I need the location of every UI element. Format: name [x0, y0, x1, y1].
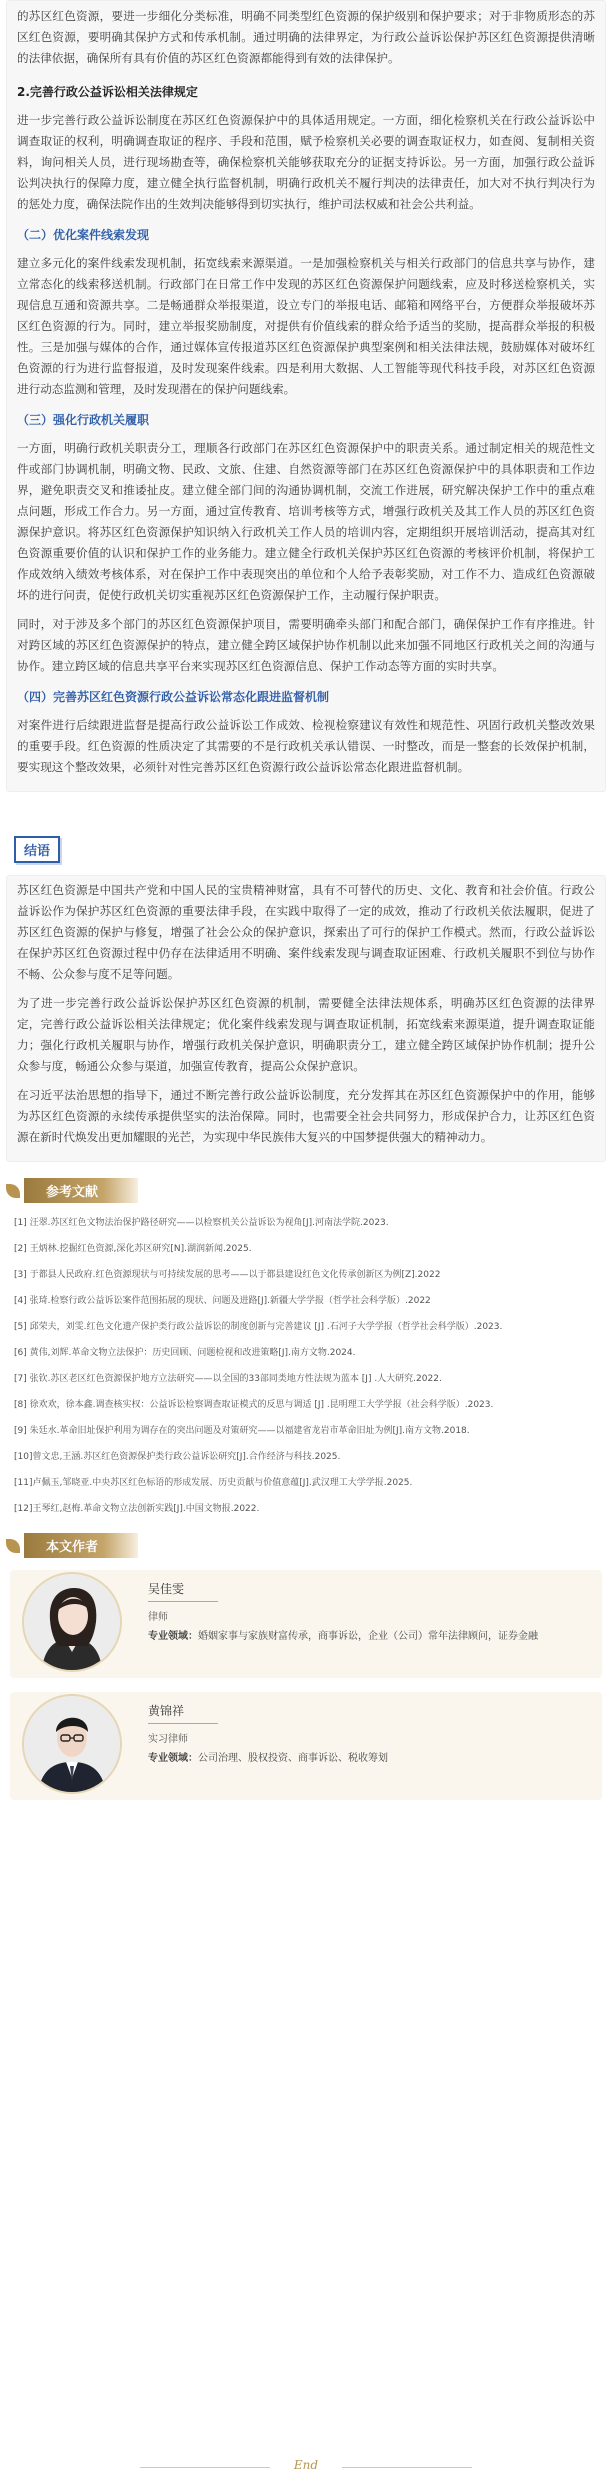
conclusion-section [0, 836, 612, 1162]
male-portrait-icon [24, 1696, 120, 1792]
authors-header [0, 1533, 612, 1558]
author-field-label: 专业领域： [148, 1753, 198, 1764]
end-mark: End [293, 2458, 319, 2472]
avatar [22, 1572, 122, 1672]
section-b-paragraph: 建立多元化的案件线索发现机制，拓宽线索来源渠道。一是加强检察机关与相关行政部门的信息共享与协作，建立常态化的线索移送机制。行政部门在日常工作中发现的苏区红色资源保护问题线索，应及时移送检察机关，实现信息互通和资源共享。二是畅通群众举报渠道，设立专门的举报电话、邮箱和网络平台，方便群众举报破坏苏区红色资源的行为。同时，建立举报奖励制度，对提供有价值线索的群众给予适当的奖励，提高群众举报的积极性。三是加强与媒体的合作，通过媒体宣传报道苏区红色资源保护典型案例和相关法律法规，鼓励媒体对破坏红色资源的行为进行监督报道，及时发现案件线索。四是利用大数据、人工智能等现代科技手段，对苏区红色资源进行动态监测和管理，及时发现潜在的保护问题线索。 [17, 256, 595, 396]
author-card [10, 1570, 602, 1678]
section-c-paragraph-1: 一方面，明确行政机关职责分工，理顺各行政部门在苏区红色资源保护中的职责关系。通过制定相关的规范性文件或部门协调机制，明确文物、民政、文旅、住建、自然资源等部门在苏区红色资源保护中的具体职责和工作边界，避免职责交叉和推诿扯皮。建立健全部门间的沟通协调机制，交流工作进展，研究解决保护工作中的重点难点问题，形成工作合力。另一方面，通过宣传教育、培训考核等方式，增强行政机关及其工作人员的苏区红色资源保护意识。将苏区红色资源保护知识纳入行政机关工作人员的培训内容，定期组织开展培训活动，提高其对红色资源重要价值的认识和保护工作的业务能力。建立健全行政机关保护苏区红色资源的考核评价机制，将保护工作成效纳入绩效考核体系，对在保护工作中表现突出的单位和个人给予表彰奖励，对工作不力、造成红色资源破坏的进行问责，促使行政机关切实重视苏区红色资源保护工作，主动履行保护职责。 [17, 441, 595, 602]
author-field-label: 专业领域： [148, 1631, 198, 1642]
conclusion-tag: 结语 [14, 836, 60, 863]
footer [0, 2458, 612, 2478]
author-field-value: 公司治理、股权投资、商事诉讼、税收筹划 [198, 1753, 388, 1764]
reference-item: [3] 于都县人民政府.红色资源现状与可持续发展的思考——以于都县建设红色文化传承创新区为例[Z].2022 [14, 1270, 441, 1280]
conclusion-paragraph-1: 苏区红色资源是中国共产党和中国人民的宝贵精神财富，具有不可替代的历史、文化、教育和社会价值。行政公益诉讼作为保护苏区红色资源的重要法律手段，在实践中取得了一定的成效，推动了行政机关依法履职，促进了苏区红色资源的保护与修复，增强了社会公众的保护意识，探索出了可行的保护工作模式。然而，行政公益诉讼在保护苏区红色资源过程中仍存在法律适用不明确、案件线索发现与调查取证困难、行政机关履职不到位与协作不畅、公众参与度不足等问题。 [17, 883, 595, 981]
section-2-title: 2.完善行政公益诉讼相关法律规定 [17, 85, 198, 99]
author-info [148, 1702, 590, 1767]
divider [148, 1723, 218, 1724]
author-info [148, 1580, 590, 1645]
conclusion-panel [6, 875, 606, 1162]
author-role: 实习律师 [148, 1734, 188, 1745]
references-list [0, 1215, 612, 1517]
author-field-value: 婚姻家事与家族财富传承，商事诉讼，企业（公司）常年法律顾问，证券金融 [198, 1631, 538, 1642]
leaf-icon [6, 1184, 20, 1198]
reference-item: [4] 张琦.检察行政公益诉讼案件范围拓展的现状、问题及进路[J].新疆大学学报（哲学社会科学版）.2022 [14, 1296, 431, 1306]
reference-item: [11]卢佩玉,邹晓亚.中央苏区红色标语的形成发展、历史贡献与价值意蕴[J].武汉理工大学学报.2025. [14, 1478, 413, 1488]
reference-item: [8] 徐欢欢，徐本鑫.调查核实权：公益诉讼检察调查取证模式的反思与调适 [J] .昆明理工大学学报（社会科学版）.2023. [14, 1400, 494, 1410]
reference-item: [6] 黄伟,刘辉.革命文物立法保护：历史回顾、问题检视和改进策略[J].南方文物.2024. [14, 1348, 356, 1358]
reference-item: [2] 王炳林.挖掘红色资源,深化苏区研究[N].湖润新闻.2025. [14, 1244, 252, 1254]
footer-line-right [342, 2467, 472, 2468]
reference-item: [1] 汪翠.苏区红色文物法治保护路径研究——以检察机关公益诉讼为视角[J].河南法学院.2023. [14, 1218, 389, 1228]
leaf-icon [6, 1539, 20, 1553]
references-title: 参考文献 [24, 1178, 138, 1203]
author-name: 吴佳雯 [148, 1582, 185, 1596]
female-portrait-icon [24, 1574, 120, 1670]
section-d-paragraph: 对案件进行后续跟进监督是提高行政公益诉讼工作成效、检视检察建议有效性和规范性、巩固行政机关整改效果的重要手段。红色资源的性质决定了其需要的不是行政机关承认错误、一时整改，而是一整套的长效保护机制，要实现这个整改效果，必须针对性完善苏区红色资源行政公益诉讼常态化跟进监督机制。 [17, 718, 595, 774]
intro-paragraph: 的苏区红色资源，要进一步细化分类标准，明确不同类型红色资源的保护级别和保护要求；对于非物质形态的苏区红色资源，要明确其保护方式和传承机制。通过明确的法律界定，为行政公益诉讼保护苏区红色资源提供清晰的法律依据，确保所有具有价值的苏区红色资源都能得到有效的法律保护。 [17, 9, 595, 65]
article-body-panel [6, 0, 606, 792]
reference-item: [7] 张钦.苏区老区红色资源保护地方立法研究——以全国的33部同类地方性法规为蓝本 [J] .人大研究.2022. [14, 1374, 442, 1384]
author-role: 律师 [148, 1612, 168, 1623]
reference-item: [5] 邱荣夫，刘雯.红色文化遗产保护类行政公益诉讼的制度创新与完善建议 [J] .石河子大学学报（哲学社会科学版）.2023. [14, 1322, 503, 1332]
conclusion-paragraph-3: 在习近平法治思想的指导下，通过不断完善行政公益诉讼制度，充分发挥其在苏区红色资源保护中的作用，能够为苏区红色资源的永续传承提供坚实的法治保障。同时，也需要全社会共同努力，形成保护合力，让苏区红色资源在新时代焕发出更加耀眼的光芒，为实现中华民族伟大复兴的中国梦提供强大的精神动力。 [17, 1088, 595, 1144]
section-d-title: （四）完善苏区红色资源行政公益诉讼常态化跟进监督机制 [17, 690, 330, 704]
reference-item: [12]王琴红,赵梅.革命文物立法创新实践[J].中国文物报.2022. [14, 1504, 260, 1514]
divider [148, 1601, 218, 1602]
section-2-paragraph: 进一步完善行政公益诉讼制度在苏区红色资源保护中的具体适用规定。一方面，细化检察机关在行政公益诉讼中调查取证的权利，明确调查取证的程序、手段和范围，赋予检察机关必要的调查取证权力，如查阅、复制相关资料，询问相关人员，进行现场勘查等，确保检察机关能够获取充分的证据支持诉讼。另一方面，加强行政公益诉讼判决执行的保障力度，建立健全执行监督机制，明确行政机关不履行判决的法律责任，加大对不执行判决行为的惩处力度，确保法院作出的生效判决能够得到切实执行，维护司法权威和社会公共利益。 [17, 113, 595, 211]
reference-item: [9] 朱廷水.革命旧址保护利用为调存在的突出问题及对策研究——以福建省龙岩市革命旧址为例[J].南方文物.2018. [14, 1426, 470, 1436]
section-c-title: （三）强化行政机关履职 [17, 413, 150, 427]
author-field [148, 1751, 590, 1767]
author-name: 黄锦祥 [148, 1704, 185, 1718]
section-c-paragraph-2: 同时，对于涉及多个部门的苏区红色资源保护项目，需要明确牵头部门和配合部门，确保保护工作有序推进。针对跨区域的苏区红色资源保护的特点，建立健全跨区域保护协作机制以此来加强不同地区行政机关之间的沟通与协作。建立跨区域的信息共享平台来实现苏区红色资源信息、保护工作动态等方面的实时共享。 [17, 617, 595, 673]
reference-item: [10]曾文忠,王涵.苏区红色资源保护类行政公益诉讼研究[J].合作经济与科技.2025. [14, 1452, 341, 1462]
conclusion-paragraph-2: 为了进一步完善行政公益诉讼保护苏区红色资源的机制，需要健全法律法规体系，明确苏区红色资源的法律界定，完善行政公益诉讼相关法律规定；优化案件线索发现与调查取证机制，拓宽线索来源渠道，提升调查取证能力；强化行政机关履职与协作，增强行政机关保护意识，明确职责分工，建立健全跨区域保护协作机制；提升公众参与度，畅通公众参与渠道，加强宣传教育，提高公众保护意识。 [17, 996, 595, 1073]
references-header [0, 1178, 612, 1203]
authors-title: 本文作者 [24, 1533, 138, 1558]
section-b-title: （二）优化案件线索发现 [17, 228, 150, 242]
author-card [10, 1692, 602, 1800]
avatar [22, 1694, 122, 1794]
author-field [148, 1629, 590, 1645]
